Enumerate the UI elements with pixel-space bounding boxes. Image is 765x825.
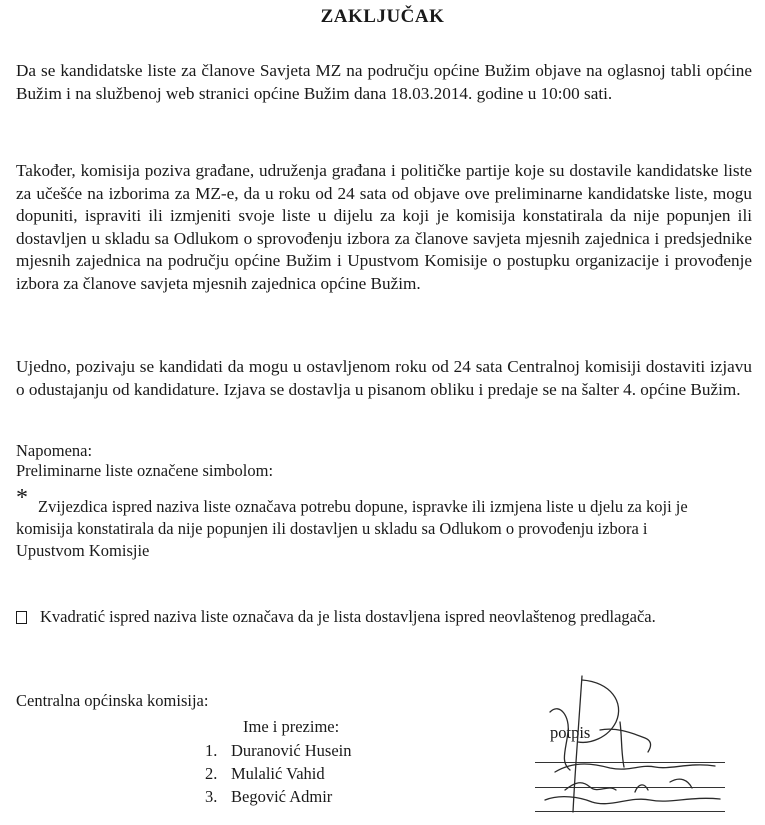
- member-list: [205, 739, 352, 808]
- list-item: [205, 739, 352, 762]
- handwritten-signature: [520, 672, 750, 825]
- list-item: [205, 762, 352, 785]
- signature-column-header: potpis: [550, 723, 591, 742]
- note-intro: Preliminarne liste označene simbolom:: [16, 461, 274, 480]
- member-number: 2.: [205, 764, 218, 783]
- asterisk-icon: *: [16, 485, 28, 511]
- paragraph-withdrawal: Ujedno, pozivaju se kandidati da mogu u ostavljenom roku od 24 sata Centralnoj komisiji dostaviti izjavu o odustajanju od kandidature. Izjava se dostavlja u pisanom obliku i predaje se na šalter 4. općine Bužim.: [16, 357, 752, 399]
- member-name: Mulalić Vahid: [231, 764, 325, 783]
- name-column-header: Ime i prezime:: [243, 717, 340, 736]
- commission-label: Centralna općinska komisija:: [16, 691, 209, 710]
- document-title: ZAKLJUČAK: [320, 6, 445, 27]
- member-number: 1.: [205, 741, 218, 760]
- asterisk-explanation: Zvijezdica ispred naziva liste označava potrebu dopune, ispravke ili izmjena liste u djelu za koji je komisija konstatirala da nije popunjen ili dostavljen u skladu sa Odlukom o provođenju izbora i Upustvom Komisjie: [16, 497, 688, 560]
- paragraph-publication: Da se kandidatske liste za članove Savjeta MZ na području općine Bužim objave na oglasnoj tabli općine Bužim i na službenoj web stranici općine Bužim dana 18.03.2014. godine u 10:00 sati.: [16, 61, 752, 103]
- paragraph-invitation: Također, komisija poziva građane, udruženja građana i političke partije koje su dostavile kandidatske liste za učešće na izborima za MZ-e, da u roku od 24 sata od objave ove preliminarne kandidatske liste, mogu dopuniti, ispraviti ili izmjeniti svoje liste u dijelu za koji je komisija konstatirala da nije popunjen ili dostavljen u skladu sa Odlukom o sprovođenju izbora za članove savjeta mjesnih zajednica i predsjednike mjesnih zajednica na području općine Bužim i Upustvom Komisije o postupku organizacije i provođenje izbora za članove savjeta mjesnih zajednica općine Bužim.: [16, 161, 752, 293]
- member-name: Duranović Husein: [231, 741, 352, 760]
- list-item: [205, 785, 352, 808]
- member-number: 3.: [205, 787, 218, 806]
- note-label: Napomena:: [16, 441, 93, 460]
- member-name: Begović Admir: [231, 787, 333, 806]
- square-explanation: Kvadratić ispred naziva liste označava da je lista dostavljena ispred neovlaštenog predlagača.: [40, 607, 656, 626]
